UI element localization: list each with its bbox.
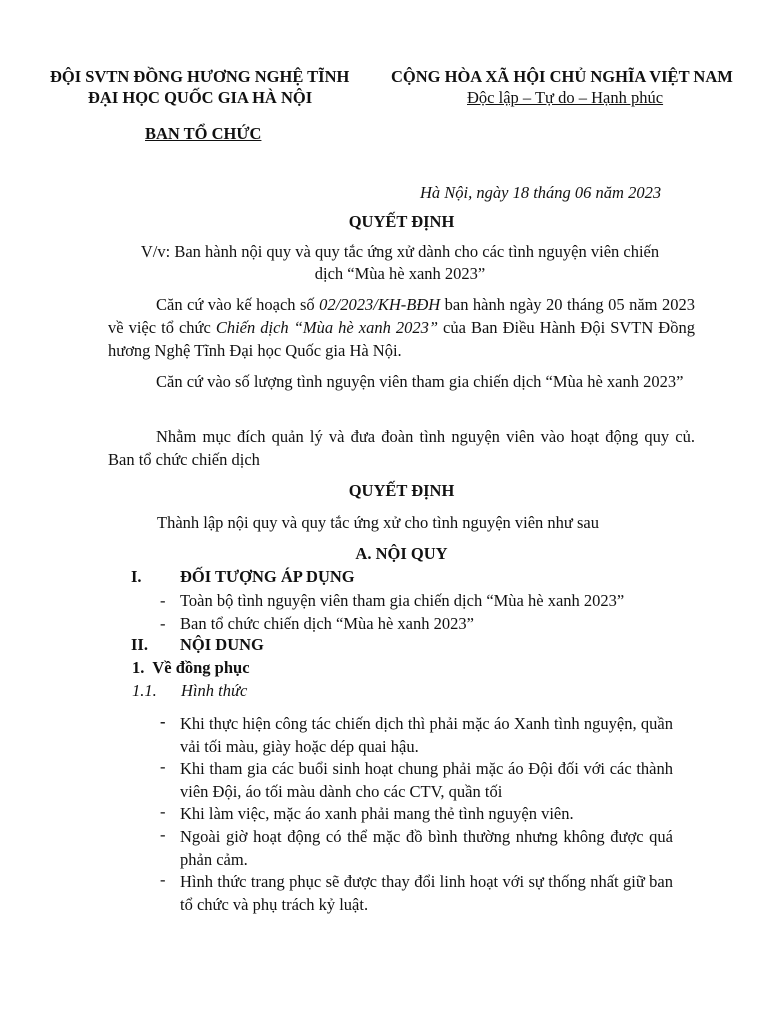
decision-title-2: QUYẾT ĐỊNH: [348, 481, 455, 500]
uniform-item-5-text: Hình thức trang phục sẽ được thay đổi linh hoạt với sự thống nhất giữ ban tổ chức và phụ trách kỷ luật.: [180, 872, 673, 914]
bullet-dash: -: [160, 870, 166, 889]
org-name-line2: ĐẠI HỌC QUỐC GIA HÀ NỘI: [88, 88, 313, 107]
subsection-1-1-number: 1.1.: [132, 681, 157, 700]
basis-text-3: của Ban Điều Hành Đội SVTN Đồng hương Nghệ Tĩnh Đại học Quốc gia Hà Nội.: [108, 318, 695, 360]
bullet-dash: -: [160, 712, 166, 731]
subsection-1-heading: 1. Về đồng phục: [132, 658, 250, 677]
decision-title: QUYẾT ĐỊNH: [348, 212, 455, 231]
bullet-dash: -: [160, 802, 166, 821]
org-name-line1: ĐỘI SVTN ĐỒNG HƯƠNG NGHỆ TĨNH: [50, 67, 350, 86]
organizing-committee-label: BAN TỔ CHỨC: [145, 124, 262, 143]
section-i-title: ĐỐI TƯỢNG ÁP DỤNG: [180, 567, 355, 586]
bullet-dash: -: [160, 757, 166, 776]
section-i-dash-2: -: [160, 614, 166, 633]
section-i-item-1: Toàn bộ tình nguyện viên tham gia chiến dịch “Mùa hè xanh 2023”: [180, 591, 625, 610]
basis-paragraph-1: [108, 293, 695, 362]
campaign-name: Chiến dịch “Mùa hè xanh 2023”: [215, 318, 439, 337]
decision-statement: Thành lập nội quy và quy tắc ứng xử cho tình nguyện viên như sau: [157, 513, 599, 532]
national-motto: Độc lập – Tự do – Hạnh phúc: [467, 88, 664, 107]
section-ii-title: NỘI DUNG: [180, 635, 264, 654]
basis-text-2: ban hành ngày 20 tháng 05 năm 2023 về việc tổ chức: [108, 295, 695, 337]
section-i-dash-1: -: [160, 591, 166, 610]
plan-number: 02/2023/KH-BĐH: [319, 295, 441, 314]
uniform-item-2-text: Khi tham gia các buổi sinh hoạt chung phải mặc áo Đội đối với các thành viên Đội, áo tối màu dành cho các CTV, quần tối: [180, 759, 673, 801]
basis-text-1: Căn cứ vào kế hoạch số: [156, 295, 320, 314]
basis-paragraph-2: Căn cứ vào số lượng tình nguyện viên tham gia chiến dịch “Mùa hè xanh 2023”: [156, 372, 684, 391]
uniform-item-3-text: Khi làm việc, mặc áo xanh phải mang thẻ tình nguyện viên.: [180, 804, 574, 823]
national-title: CỘNG HÒA XÃ HỘI CHỦ NGHĨA VIỆT NAM: [391, 67, 733, 86]
section-ii-number: II.: [131, 635, 148, 654]
purpose-paragraph: Nhằm mục đích quản lý và đưa đoàn tình nguyện viên vào hoạt động quy củ. Ban tổ chức chiến dịch: [108, 427, 695, 469]
subsection-1-1-title: Hình thức: [181, 681, 248, 700]
subject-line-1: V/v: Ban hành nội quy và quy tắc ứng xử dành cho các tình nguyện viên chiến: [140, 242, 660, 261]
section-a-heading: A. NỘI QUY: [355, 544, 448, 563]
document-date: Hà Nội, ngày 18 tháng 06 năm 2023: [420, 183, 662, 202]
section-i-number: I.: [131, 567, 142, 586]
subject-line-2: dịch “Mùa hè xanh 2023”: [314, 264, 486, 283]
uniform-item-4-text: Ngoài giờ hoạt động có thể mặc đồ bình thường nhưng không được quá phản cảm.: [180, 827, 673, 869]
section-i-item-2: Ban tổ chức chiến dịch “Mùa hè xanh 2023”: [180, 614, 474, 633]
bullet-dash: -: [160, 825, 166, 844]
uniform-item-1-text: Khi thực hiện công tác chiến dịch thì phải mặc áo Xanh tình nguyện, quần vải tối màu, giày hoặc dép quai hậu.: [180, 714, 673, 756]
